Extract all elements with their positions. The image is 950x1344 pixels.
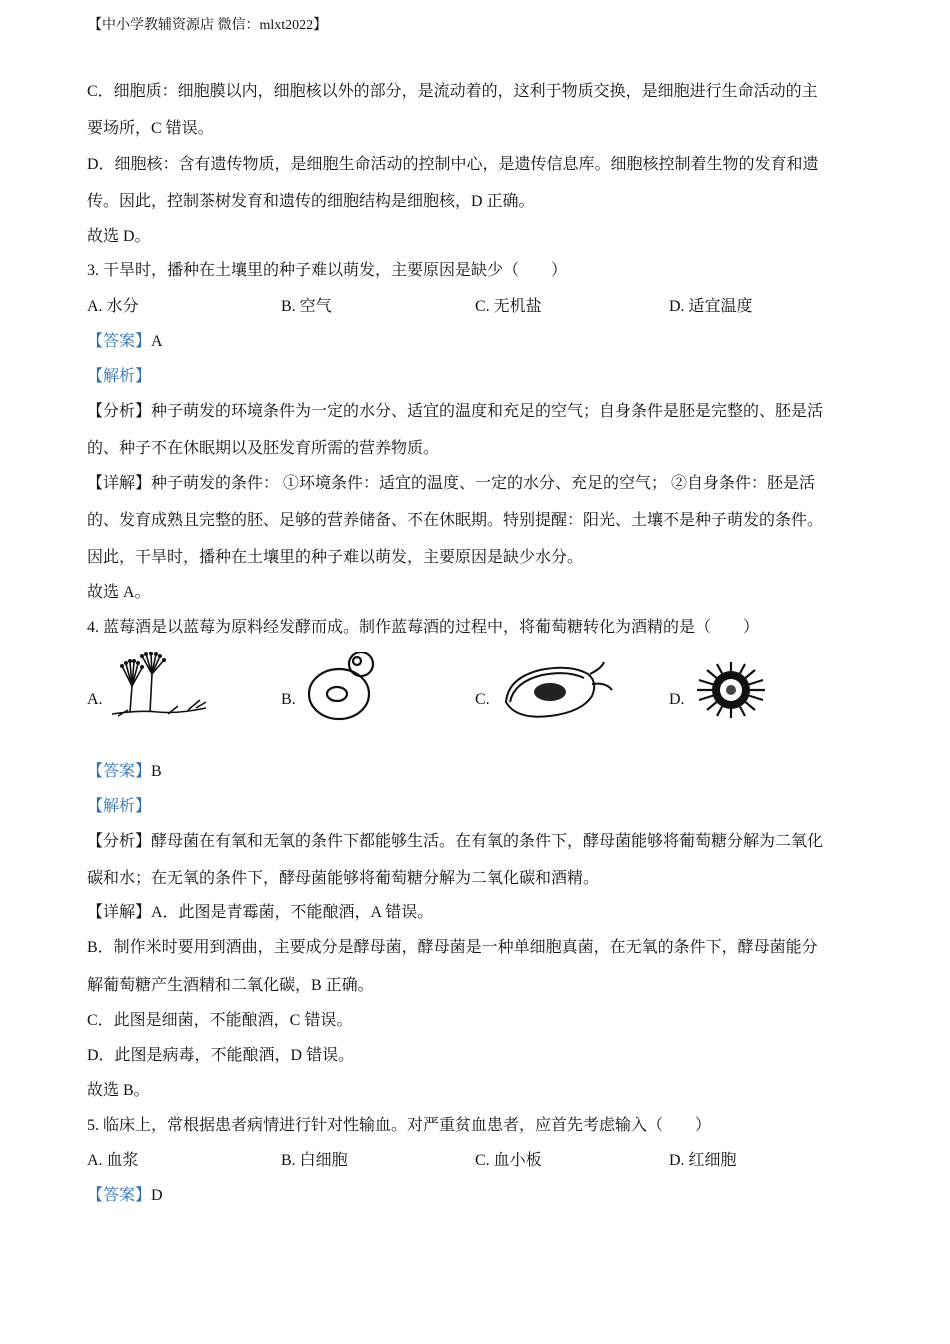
q3-analysis-label: 【解析】 bbox=[87, 368, 152, 385]
q5-answer-label: 【答案】 bbox=[87, 1187, 152, 1204]
q3-option-b: B. 空气 bbox=[281, 298, 332, 315]
q3-fenxi-line2: 的、种子不在休眠期以及胚发育所需的营养物质。 bbox=[87, 440, 440, 457]
q4-analysis-label: 【解析】 bbox=[87, 798, 152, 815]
q3-answer-label: 【答案】 bbox=[87, 333, 152, 350]
q2-d-line2: 传。因此，控制茶树发育和遗传的细胞结构是细胞核，D 正确。 bbox=[87, 193, 535, 210]
q4-answer bbox=[87, 762, 162, 782]
q4-fenxi-line2: 碳和水；在无氧的条件下，酵母菌能够将葡萄糖分解为二氧化碳和酒精。 bbox=[87, 870, 600, 887]
q4-b-line2: 解葡萄糖产生酒精和二氧化碳，B 正确。 bbox=[87, 977, 374, 994]
q4-option-d-label: D. bbox=[669, 691, 685, 708]
q3-option-d: D. 适宜温度 bbox=[669, 298, 753, 315]
q4-fenxi-line1: 【分析】酵母菌在有氧和无氧的条件下都能够生活。在有氧的条件下，酵母菌能够将葡萄糖分解为二氧化 bbox=[87, 833, 824, 850]
q4-answer-label: 【答案】 bbox=[87, 763, 152, 780]
q4-option-c-label: C. bbox=[475, 691, 490, 708]
q3-xiangjie-line3: 因此，干旱时，播种在土壤里的种子难以萌发，主要原因是缺少水分。 bbox=[87, 549, 584, 566]
q2-c-line1: C．细胞质：细胞膜以内，细胞核以外的部分，是流动着的，这利于物质交换，是细胞进行生命活动的主 bbox=[87, 83, 818, 100]
q3-xiangjie-line2: 的、发育成熟且完整的胚、足够的营养储备、不在休眠期。特别提醒：阳光、土壤不是种子萌发的条件。 bbox=[87, 512, 824, 529]
q3-xiangjie-line1: 【详解】种子萌发的条件： ①环境条件：适宜的温度、一定的水分、充足的空气； ②自身条件：胚是活 bbox=[87, 475, 816, 492]
q3-option-c: C. 无机盐 bbox=[475, 298, 542, 315]
page-header: 【中小学教辅资源店 微信：mlxt2022】 bbox=[88, 18, 328, 33]
virus-icon bbox=[693, 660, 769, 720]
q3-answer-value: A bbox=[151, 333, 163, 350]
q3-question: 3. 干旱时，播种在土壤里的种子难以萌发，主要原因是缺少（ ） bbox=[87, 262, 568, 279]
q3-option-a: A. 水分 bbox=[87, 298, 139, 315]
q3-choose: 故选 A。 bbox=[87, 584, 151, 601]
q4-option-b-label: B. bbox=[281, 691, 296, 708]
q4-d-line: D．此图是病毒，不能酿酒，D 错误。 bbox=[87, 1047, 355, 1064]
q5-option-d: D. 红细胞 bbox=[669, 1152, 737, 1169]
q2-c-line2: 要场所，C 错误。 bbox=[87, 120, 214, 137]
yeast-cell-icon bbox=[305, 652, 379, 722]
bacterium-icon bbox=[498, 660, 614, 722]
q4-question: 4. 蓝莓酒是以蓝莓为原料经发酵而成。制作蓝莓酒的过程中，将葡萄糖转化为酒精的是（ ） bbox=[87, 619, 760, 636]
q4-choose: 故选 B。 bbox=[87, 1082, 150, 1099]
q5-question: 5. 临床上，常根据患者病情进行针对性输血。对严重贫血患者，应首先考虑输入（ ） bbox=[87, 1117, 712, 1134]
q2-d-line1: D．细胞核：含有遗传物质，是细胞生命活动的控制中心，是遗传信息库。细胞核控制着生物的发育和遗 bbox=[87, 156, 819, 173]
q3-answer bbox=[87, 332, 163, 352]
q5-answer-value: D bbox=[151, 1187, 163, 1204]
q5-option-b: B. 白细胞 bbox=[281, 1152, 348, 1169]
q4-b-line1: B．制作米时要用到酒曲，主要成分是酵母菌，酵母菌是一种单细胞真菌，在无氧的条件下，酵母菌能分 bbox=[87, 939, 818, 956]
q4-answer-value: B bbox=[151, 763, 162, 780]
q5-option-c: C. 血小板 bbox=[475, 1152, 542, 1169]
q3-fenxi-line1: 【分析】种子萌发的环境条件为一定的水分、适宜的温度和充足的空气；自身条件是胚是完整的、胚是活 bbox=[87, 403, 824, 420]
q4-xiangjie-a: 【详解】A．此图是青霉菌，不能酿酒，A 错误。 bbox=[87, 904, 434, 921]
q5-answer bbox=[87, 1186, 163, 1206]
q2-choose: 故选 D。 bbox=[87, 228, 151, 245]
q4-option-a-label: A. bbox=[87, 691, 103, 708]
q4-c-line: C．此图是细菌，不能酿酒，C 错误。 bbox=[87, 1012, 353, 1029]
penicillium-icon bbox=[108, 652, 210, 722]
q5-option-a: A. 血浆 bbox=[87, 1152, 139, 1169]
